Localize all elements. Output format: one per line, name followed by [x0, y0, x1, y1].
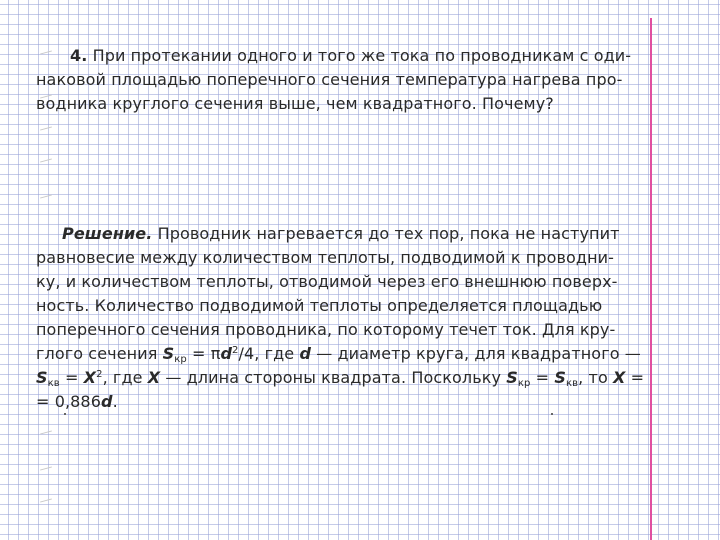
solution-line: равновесие между количеством теплоты, подводимой к проводни- — [36, 248, 615, 267]
stray-dot — [64, 413, 66, 415]
binding-mark — [40, 430, 52, 434]
question-text: При протекании одного и того же тока по проводникам с оди- — [92, 46, 632, 65]
solution-line: ку, и количеством теплоты, отводимой через его внешнюю поверх- — [36, 272, 618, 291]
stray-dot — [551, 413, 553, 415]
question-number: 4. — [70, 46, 88, 65]
question-line — [70, 44, 631, 68]
solution-line-formula: глого сечения $S_{кр} = \pi d^2/4$, где d — диаметр круга, для квадратного — — [36, 344, 641, 365]
solution-line: Решение. Проводник нагревается до тех пор, пока не наступит — [62, 224, 620, 243]
question-line: водника круглого сечения выше, чем квадратного. Почему? — [36, 94, 554, 113]
margin-line — [650, 18, 652, 540]
solution-line-formula: = 0,886d. — [36, 392, 118, 411]
binding-mark — [40, 158, 52, 162]
binding-mark — [40, 194, 52, 198]
question-line: наковой площадью поперечного сечения температура нагрева про- — [36, 70, 623, 89]
binding-mark — [40, 50, 52, 54]
solution-label: Решение. — [62, 224, 153, 243]
solution-line: поперечного сечения проводника, по которому течет ток. Для кру- — [36, 320, 616, 339]
solution-line-formula: $S_{кв} = X^2$, где X — длина стороны квадрата. Поскольку $S_{кр} = S_{кв}$, то X = — [36, 368, 645, 389]
solution-line: ность. Количество подводимой теплоты определяется площадью — [36, 296, 603, 315]
binding-mark — [40, 498, 52, 502]
binding-mark — [40, 466, 52, 470]
binding-mark — [40, 126, 52, 130]
